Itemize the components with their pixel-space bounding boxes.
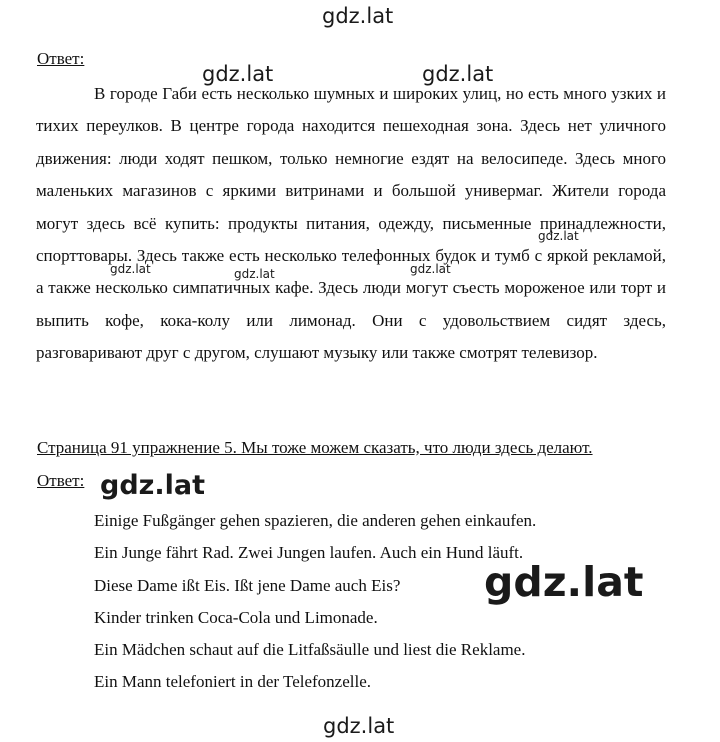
watermark-bottom: gdz.lat <box>323 714 395 738</box>
watermark-para-right: gdz.lat <box>422 62 494 86</box>
exercise-heading: Страница 91 упражнение 5. Мы тоже можем сказать, что люди здесь делают. <box>37 438 593 457</box>
german-line: Kinder trinken Coca-Cola und Limonade. <box>94 607 378 627</box>
watermark-mid-2: gdz.lat <box>110 262 151 276</box>
answer-paragraph: В городе Габи есть несколько шумных и широких улиц, но есть много узких и тихих переулков. В центре города находится пешеходная зона. Здесь нет уличного движения: люди ходят пешком, только немногие ездят на велосипеде. Здесь много маленьких магазинов с яркими витринами и большой универмаг. Жители города могут здесь всё купить: продукты питания, одежду, письменные принадлежности, спорттовары. Здесь также есть несколько телефонных будок и тумб с яркой рекламой, а также несколько симпатичных кафе. Здесь люди могут съесть мороженое или торт и выпить кофе, кока-колу или лимонад. Они с удовольствием сидят здесь, разговаривают друг с другом, слушают музыку или также смотрят телевизор. <box>36 84 666 363</box>
german-line: Ein Junge fährt Rad. Zwei Jungen laufen. Auch ein Hund läuft. <box>94 543 524 563</box>
watermark-mid-3: gdz.lat <box>234 267 275 281</box>
german-line: Einige Fußgänger gehen spazieren, die anderen gehen einkaufen. <box>94 511 537 530</box>
watermark-top: gdz.lat <box>322 4 394 28</box>
german-line: Ein Mann telefoniert in der Telefonzelle. <box>94 672 371 692</box>
watermark-answer2: gdz.lat <box>100 470 206 501</box>
watermark-mid-1: gdz.lat <box>538 229 579 243</box>
watermark-mid-4: gdz.lat <box>410 262 451 276</box>
german-line: Diese Dame ißt Eis. Ißt jene Dame auch Eis? <box>94 575 401 595</box>
watermark-big: gdz.lat <box>484 558 644 606</box>
watermark-para-left: gdz.lat <box>202 62 274 86</box>
answer-label-1: Ответ: <box>37 49 85 68</box>
german-line: Ein Mädchen schaut auf die Litfaßsäulle und liest die Reklame. <box>94 640 526 660</box>
answer-label-2: Ответ: <box>37 471 85 490</box>
german-answer-list <box>94 505 536 699</box>
